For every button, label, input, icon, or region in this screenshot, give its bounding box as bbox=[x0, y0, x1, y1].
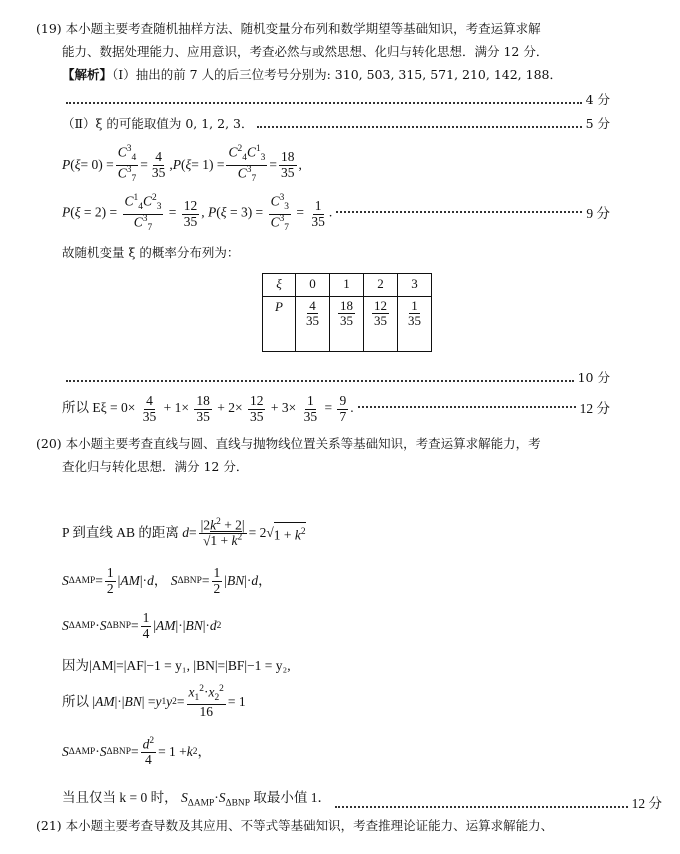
table-header-cell: 1 bbox=[330, 274, 364, 297]
product-line: 所以 | AM |·| BN | = y 1 y 2 = $\frac{x_1^2\cdot x_2^2}{16}$ = 1 bbox=[62, 683, 246, 719]
score-12: 12 分 bbox=[579, 401, 610, 416]
q19-intro-line1: (19) 本小题主要考查随机抽样方法、随机变量分布列和数学期望等基础知识，考查运算求解 bbox=[36, 21, 541, 36]
score-9: 9 分 bbox=[586, 206, 610, 221]
area-formulas: S ΔAMP = $\frac{1}{2}$ | AM |· d ， S ΔBNP = $\frac{1}{2}$ | BN |· d ， bbox=[62, 565, 272, 596]
q19-score4-line bbox=[62, 92, 610, 108]
q19-intro-line2: 能力、数据处理能力、应用意识，考查必然与或然思想、化归与转化思想．满分 12 分． bbox=[62, 44, 549, 59]
analysis-label: 【解析】 bbox=[62, 67, 113, 82]
dotted-leader bbox=[66, 380, 574, 382]
q21-intro-line1: (21) 本小题主要考查导数及其应用、不等式等基础知识，考查推理论证能力、运算求解能力、 bbox=[36, 818, 554, 833]
distance-prefix: P 到直线 AB 的距离 bbox=[62, 525, 179, 540]
score-5: 5 分 bbox=[585, 116, 610, 131]
dist-intro: 故随机变量 ξ 的概率分布列为： bbox=[62, 245, 240, 260]
q19-part2: （Ⅱ）ξ 的可能取值为 0, 1, 2, 3． bbox=[62, 116, 254, 131]
score-12: 12 分 bbox=[631, 795, 662, 811]
prob-formula-2-3: P(ξ = 2) = $\frac{C^1_4C^2_3}{C^3_7}$ = $\frac{12}{35}$ , P(ξ = 3) = $\frac{C^3_3}{C^3_7}$ = $\frac{1}{35}$ . 9 分 bbox=[62, 193, 610, 233]
score-4: 4 分 bbox=[585, 92, 610, 107]
dotted-leader bbox=[335, 806, 628, 808]
expectation-line: 所以 Eξ = 0× $\frac{4}{35}$ + 1× $\frac{18}{35}$ + 2× $\frac{12}{35}$ + 3× $\frac{1}{35}$ = $\frac{9}{7}$ . 12 分 bbox=[62, 393, 610, 424]
q19-part2-line bbox=[62, 116, 610, 132]
final-prefix: 当且仅当 k = 0 时， bbox=[62, 790, 178, 805]
area-product: S ΔAMP · S ΔBNP = $\frac{1}{4}$ | AM |·| BN |· d 2 bbox=[62, 610, 222, 641]
table-header-cell: 3 bbox=[398, 274, 432, 297]
area-result: S ΔAMP · S ΔBNP = $\frac{d^2}{4}$ = 1 + k 2 ， bbox=[62, 736, 212, 767]
table-header-cell: 0 bbox=[296, 274, 330, 297]
q19-part1 bbox=[62, 67, 562, 83]
q19-part1-text: （Ⅰ）抽出的前 7 人的后三位考号分别为: 310, 503, 315, 571, 210, 142, 188． bbox=[112, 67, 562, 82]
q19-score10-line bbox=[62, 370, 610, 386]
q20-intro-line1: (20) 本小题主要考查直线与圆、直线与抛物线位置关系等基础知识，考查运算求解能力，考 bbox=[36, 436, 541, 451]
table-prob-cell: $\frac{1}{35}$ bbox=[398, 297, 432, 352]
table-row-label: P bbox=[263, 297, 296, 352]
expectation-prefix: 所以 Eξ = 0× bbox=[62, 400, 136, 416]
final-line: 当且仅当 k = 0 时， $S_{\Delta AMP}\cdot S_{\Delta BNP}$ 取最小值 1． 12 分 bbox=[62, 790, 662, 811]
dotted-leader bbox=[66, 102, 582, 104]
table-header-cell: ξ bbox=[263, 274, 296, 297]
because-line: 因为|AM|=|AF|−1 = y₁, |BN|=|BF|−1 = y₂, bbox=[62, 658, 291, 673]
prob-formula-0-1: P ( ξ = 0) = $\frac{C^3_4}{C^3_7}$ = $\frac{4}{35}$ , P ( ξ = 1) = $\frac{C^2_4C^1_3}{C^3_7}$ = $\frac{18}{35}$ , bbox=[62, 144, 302, 184]
table-header-cell: 2 bbox=[364, 274, 398, 297]
score-10: 10 分 bbox=[577, 370, 610, 385]
dotted-leader bbox=[358, 406, 576, 408]
table-prob-cell: $\frac{4}{35}$ bbox=[296, 297, 330, 352]
table-prob-cell: $\frac{12}{35}$ bbox=[364, 297, 398, 352]
q20-intro-line2: 查化归与转化思想．满分 12 分． bbox=[62, 459, 249, 474]
dotted-leader bbox=[257, 126, 581, 128]
distribution-table bbox=[262, 273, 432, 352]
table-prob-cell: $\frac{18}{35}$ bbox=[330, 297, 364, 352]
so-prefix: 所以 bbox=[62, 694, 89, 709]
dotted-leader bbox=[336, 211, 582, 213]
final-suffix: 取最小值 1． bbox=[253, 790, 331, 805]
distance-formula: P 到直线 AB 的距离 d = $\frac{|2k^2 + 2|}{√1 + k^2}$ = 2√ $1 + k^2$ bbox=[62, 516, 306, 548]
